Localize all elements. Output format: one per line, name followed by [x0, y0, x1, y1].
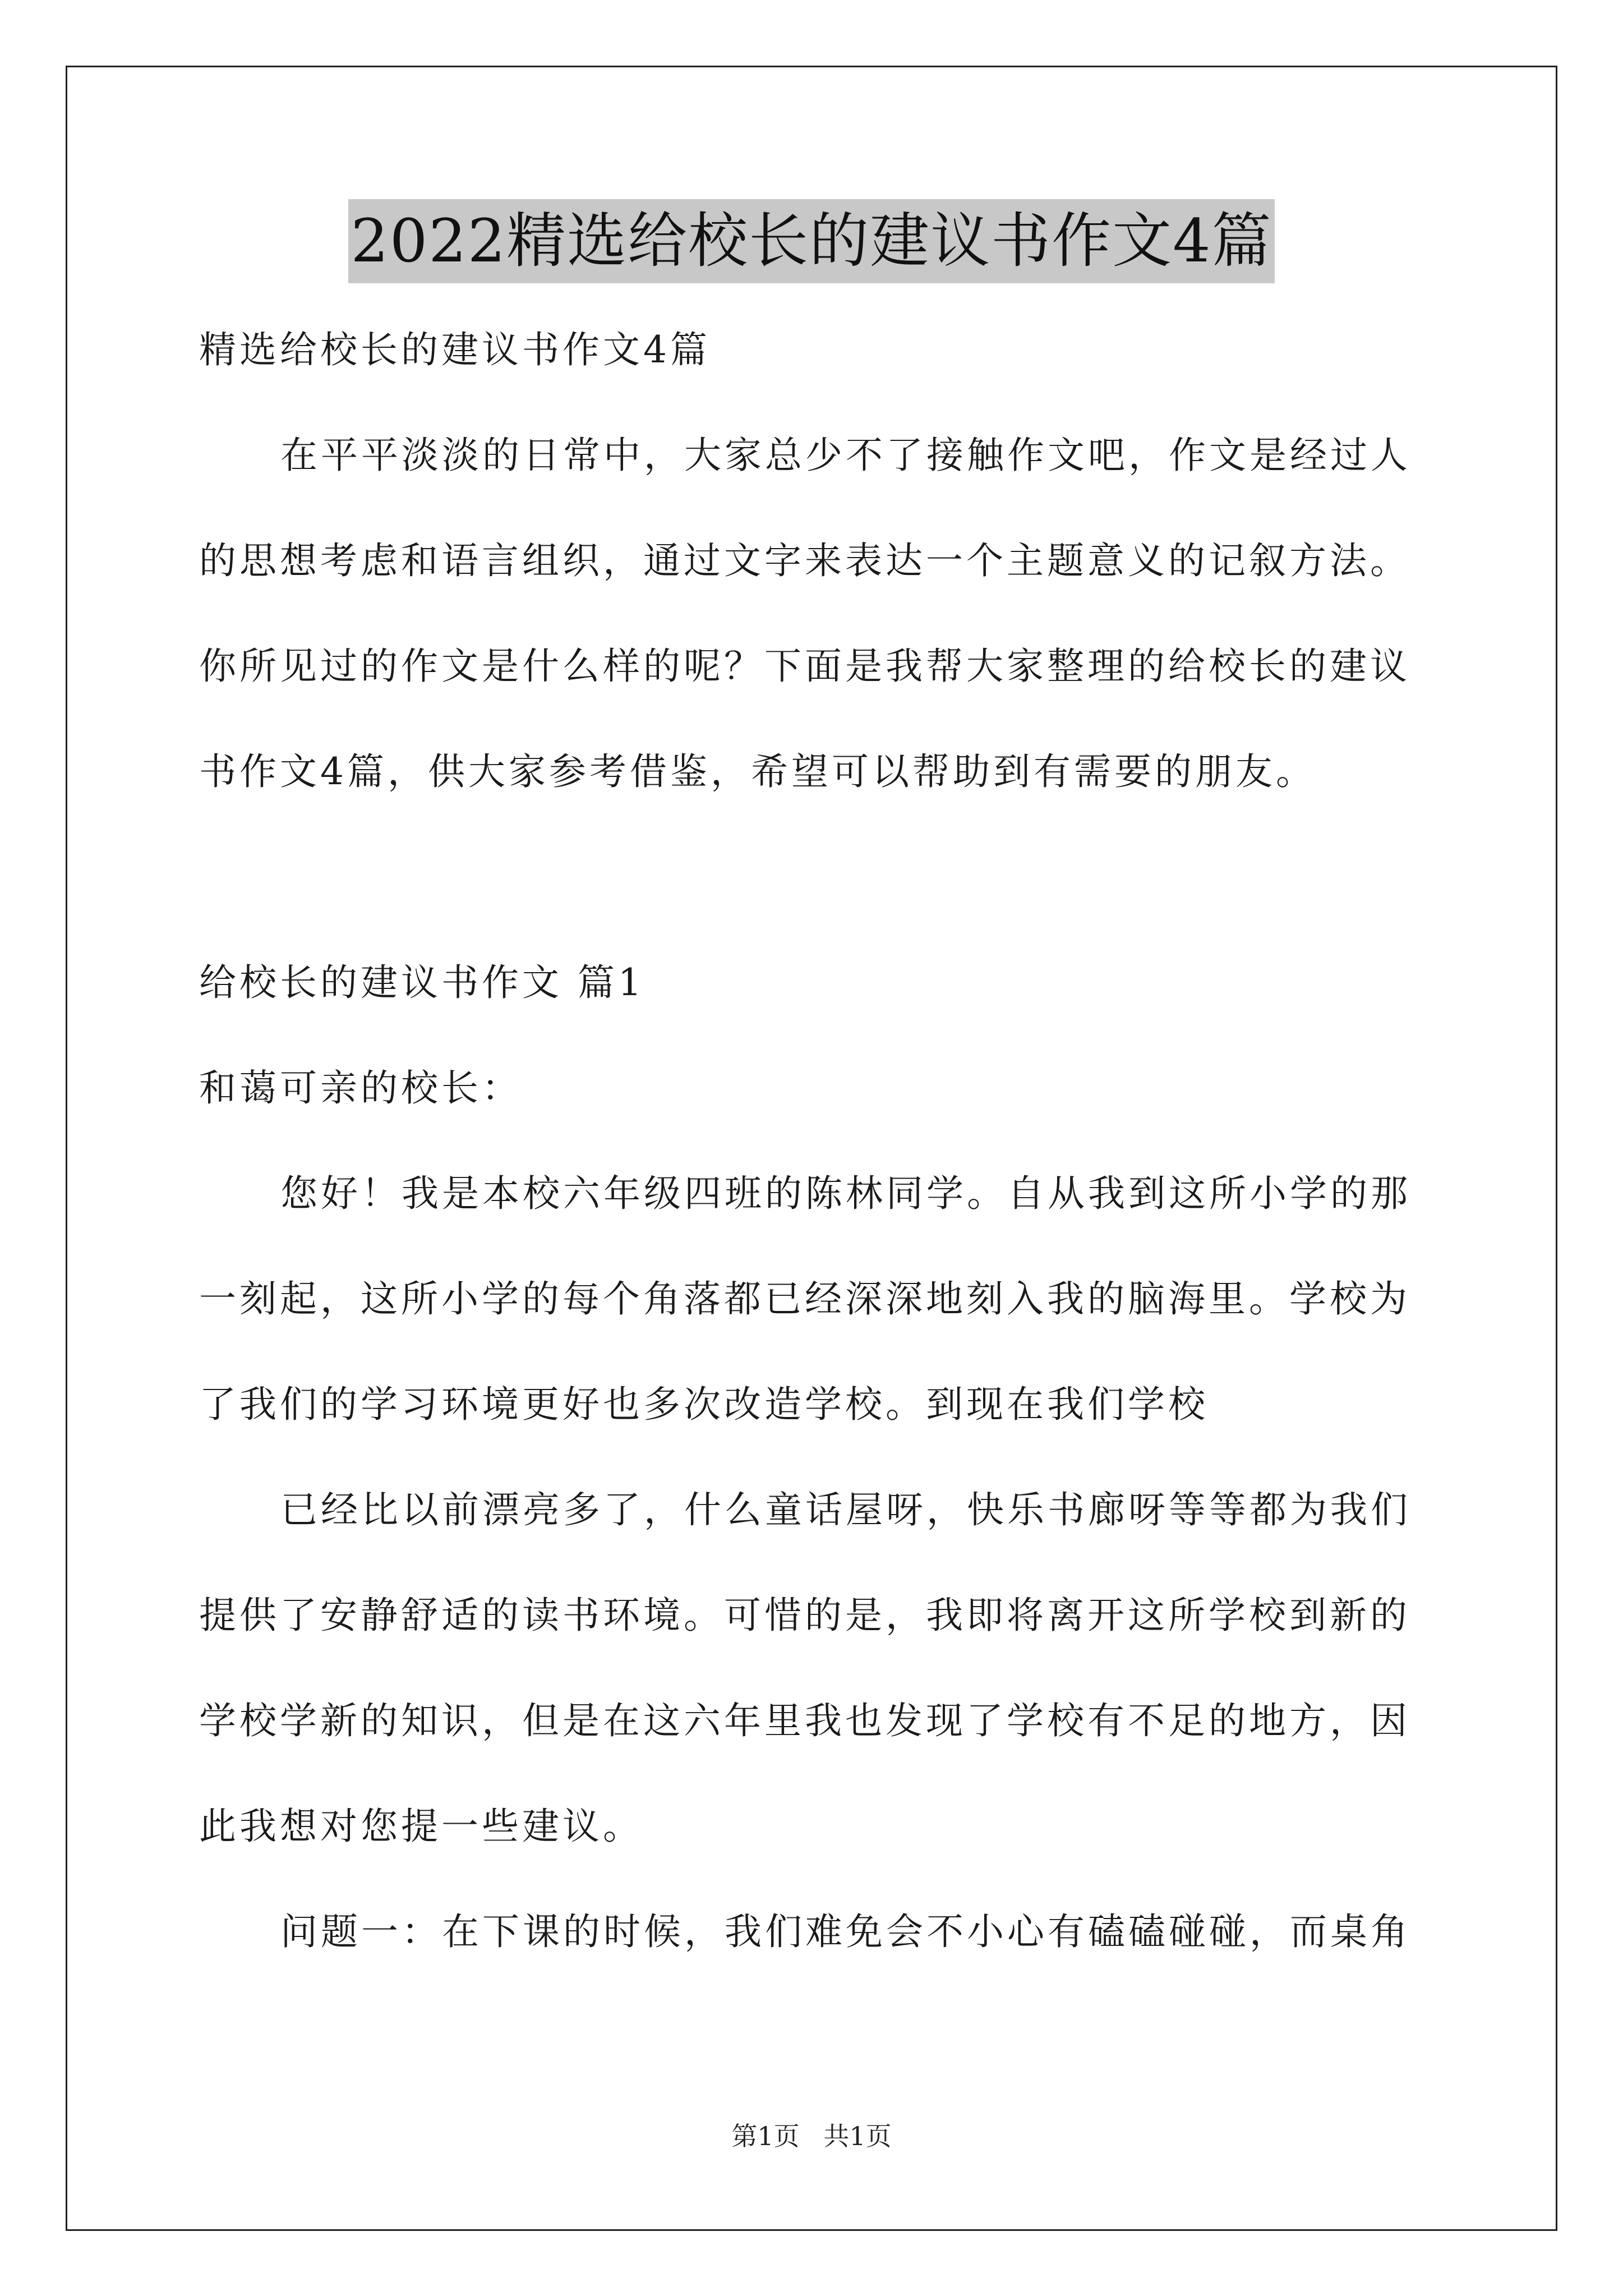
paragraph-line: 一刻起，这所小学的每个角落都已经深深地刻入我的脑海里。学校为 — [199, 1277, 1410, 1320]
intro-line: 你所见过的作文是什么样的呢？下面是我帮大家整理的给校长的建议 — [199, 645, 1410, 688]
page-number-current: 第1页 — [731, 2121, 800, 2151]
salutation: 和蔼可亲的校长： — [199, 1066, 522, 1110]
section-heading: 给校长的建议书作文 篇1 — [199, 961, 645, 1004]
paragraph-line: 提供了安静舒适的读书环境。可惜的是，我即将离开这所学校到新的 — [199, 1594, 1410, 1637]
spacer — [199, 825, 1433, 930]
page-number-total: 共1页 — [823, 2121, 892, 2151]
intro-line: 书作文4篇，供大家参考借鉴，希望可以帮助到有需要的朋友。 — [199, 750, 1316, 793]
title-container — [0, 199, 1623, 283]
paragraph-line: 学校学新的知识，但是在这六年里我也发现了学校有不足的地方，因 — [199, 1699, 1410, 1742]
document-body — [199, 297, 1433, 1985]
paragraph-line: 已经比以前漂亮多了，什么童话屋呀，快乐书廊呀等等都为我们 — [280, 1488, 1411, 1531]
intro-line: 的思想考虑和语言组织，通过文字来表达一个主题意义的记叙方法。 — [199, 539, 1410, 582]
document-title: 2022精选给校长的建议书作文4篇 — [348, 199, 1274, 283]
paragraph-line: 您好！我是本校六年级四班的陈林同学。自从我到这所小学的那 — [280, 1172, 1411, 1215]
paragraph-line: 了我们的学习环境更好也多次改造学校。到现在我们学校 — [199, 1383, 1209, 1426]
intro-line: 在平平淡淡的日常中，大家总少不了接触作文吧，作文是经过人 — [280, 434, 1411, 477]
paragraph-line: 问题一：在下课的时候，我们难免会不小心有磕磕碰碰，而桌角 — [280, 1910, 1411, 1953]
paragraph-line: 此我想对您提一些建议。 — [199, 1805, 643, 1848]
page-footer — [0, 2119, 1623, 2153]
document-subtitle: 精选给校长的建议书作文4篇 — [199, 328, 711, 371]
